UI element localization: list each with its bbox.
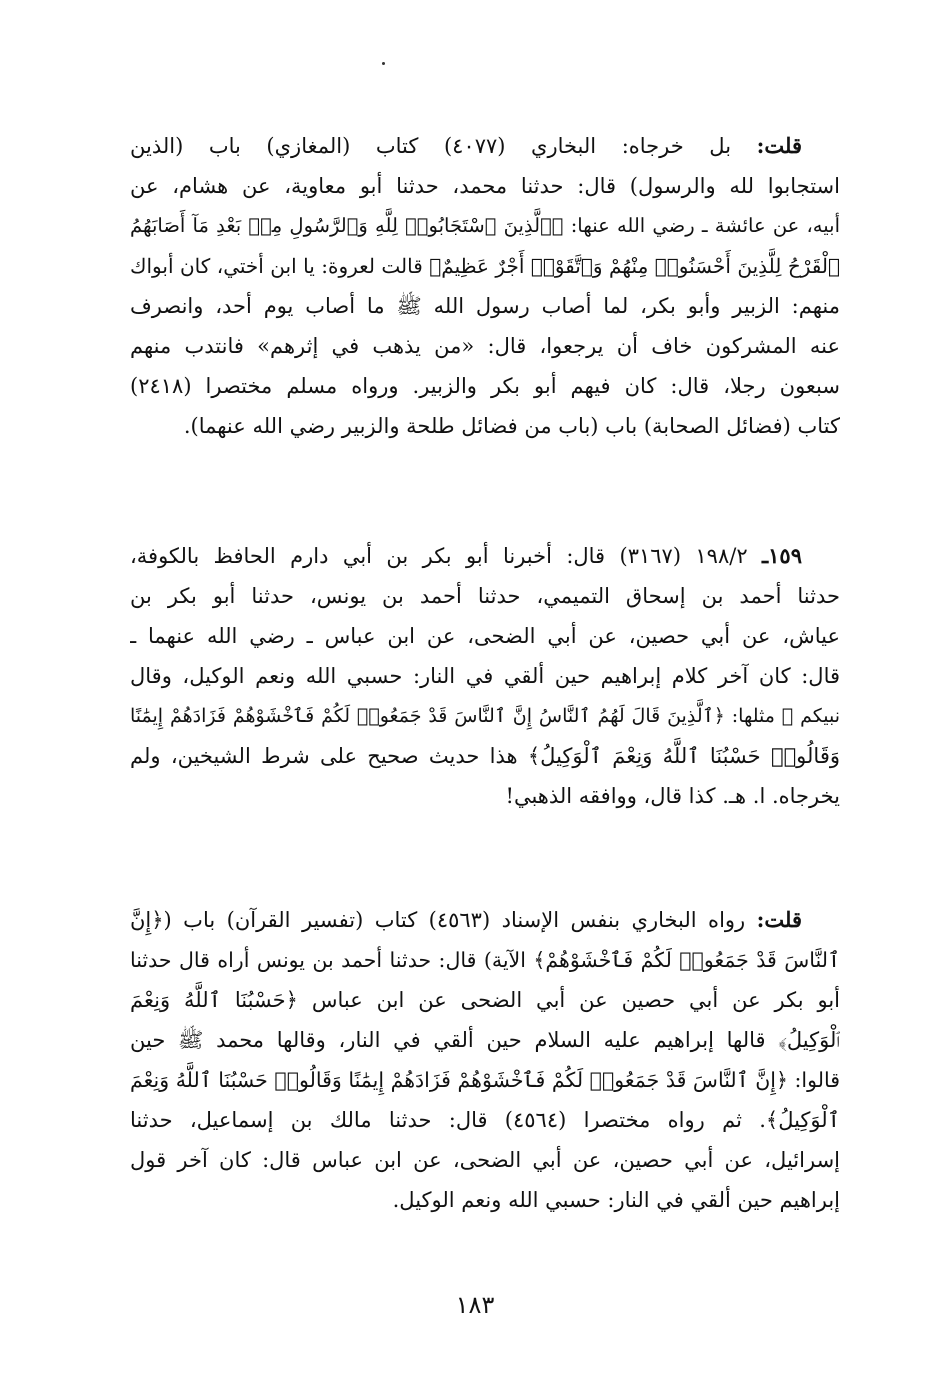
text-line: سبعون رجلا، قال: كان فيهم أبو بكر والزبير. ورواه مسلم مختصرا (٢٤١٨) — [130, 374, 840, 398]
hadith-number: ١٥٩ـ — [762, 543, 802, 568]
text-line: ٱلْوَكِيلُ﴾. ثم رواه مختصرا (٤٥٦٤) قال: حدثنا مالك بن إسماعيل، حدثنا — [130, 1108, 840, 1132]
text-line: عنه المشركون خاف أن يرجعوا، قال: «من يذهب في إثرهم» فانتدب منهم — [130, 334, 840, 358]
page-number: ١٨٣ — [455, 1291, 495, 1319]
text-line: عياش، عن أبي حصين، عن أبي الضحى، عن ابن عباس ـ رضي الله عنهما ـ — [130, 624, 840, 648]
line-text: رواه البخاري بنفس الإسناد (٤٥٦٣) كتاب (تفسير القرآن) باب (﴿إِنَّ — [130, 908, 757, 932]
text-line: كتاب (فضائل الصحابة) باب (باب من فضائل طلحة والزبير رضي الله عنهما). — [183, 414, 840, 438]
text-line: قال: كان آخر كلام إبراهيم حين ألقي في النار: حسبي الله ونعم الوكيل، وقال — [130, 664, 840, 688]
paragraph-qult-1 — [130, 126, 840, 446]
paragraph-lead: قلت: — [756, 907, 802, 932]
text-line: يخرجاه. ا. هـ. كذا قال، ووافقه الذهبي! — [505, 784, 840, 808]
line-text: ١٩٨/٢ (٣١٦٧) قال: أخبرنا أبو بكر بن أبي دارم الحافظ بالكوفة، — [130, 544, 762, 568]
text-line: استجابوا لله والرسول) قال: حدثنا محمد، حدثنا أبو معاوية، عن هشام، عن — [130, 174, 840, 198]
text-line: ٱلنَّاسَ قَدْ جَمَعُوا۟ لَكُمْ فَٱخْشَوْهُمْ﴾ الآية) قال: حدثنا أحمد بن يونس أراه قال حدثنا — [130, 948, 840, 972]
text-line: أبيه، عن عائشة ـ رضي الله عنها: ﴿ٱلَّذِينَ ٱسْتَجَابُوا۟ لِلَّهِ وَٱلرَّسُولِ مِنۢ بَعْدِ مَآ أَصَابَهُمُ — [130, 214, 840, 237]
paragraph-hadith-159 — [130, 536, 840, 816]
text-line: منهم: الزبير وأبو بكر، لما أصاب رسول الله ﷺ ما أصاب يوم أحد، وانصرف — [130, 294, 840, 318]
paragraph-qult-2 — [130, 900, 840, 1220]
text-line: وَقَالُوا۟ حَسْبُنَا ٱللَّهُ وَنِعْمَ ٱلْوَكِيلُ﴾ هذا حديث صحيح على شرط الشيخين، ولم — [130, 744, 840, 768]
line-text: بل خرجاه: البخاري (٤٠٧٧) كتاب (المغازي) باب (الذين — [130, 134, 757, 158]
text-line: أبو بكر عن أبي حصين عن أبي الضحى عن ابن عباس ﴿حَسْبُنَا ٱللَّهُ وَنِعْمَ — [130, 988, 840, 1012]
text-line: قالوا: ﴿إِنَّ ٱلنَّاسَ قَدْ جَمَعُوا۟ لَكُمْ فَٱخْشَوْهُمْ فَزَادَهُمْ إِيمَٰنًا وَقَالُوا۟ حَسْبُنَا ٱللَّهُ وَنِعْمَ — [130, 1068, 840, 1092]
text-line: ٱلْقَرْحُ لِلَّذِينَ أَحْسَنُوا۟ مِنْهُمْ وَٱتَّقَوْا۟ أَجْرٌ عَظِيمٌ﴾ قالت لعروة: يا ابن أختي، كان أبواك — [130, 254, 840, 278]
text-line: ٱلْوَكِيلُ﴾ قالها إبراهيم عليه السلام حين ألقي في النار، وقالها محمد ﷺ حين — [130, 1028, 840, 1052]
text-line: نبيكم ﷺ مثلها: ﴿ٱلَّذِينَ قَالَ لَهُمُ ٱلنَّاسُ إِنَّ ٱلنَّاسَ قَدْ جَمَعُوا۟ لَكُمْ فَٱخْشَوْهُمْ فَزَادَهُمْ إِيمَٰنًا — [130, 705, 840, 727]
page-mark — [382, 62, 385, 65]
text-line — [130, 536, 840, 576]
text-line: إبراهيم حين ألقي في النار: حسبي الله ونعم الوكيل. — [392, 1188, 840, 1212]
text-line: حدثنا أحمد بن إسحاق التميمي، حدثنا أحمد بن يونس، حدثنا أبو بكر بن — [130, 584, 840, 608]
text-line — [130, 126, 840, 166]
paragraph-lead: قلت: — [756, 133, 802, 158]
text-line: إسرائيل، عن أبي حصين، عن أبي الضحى، عن ابن عباس قال: كان آخر قول — [130, 1148, 840, 1172]
text-line — [130, 900, 840, 940]
